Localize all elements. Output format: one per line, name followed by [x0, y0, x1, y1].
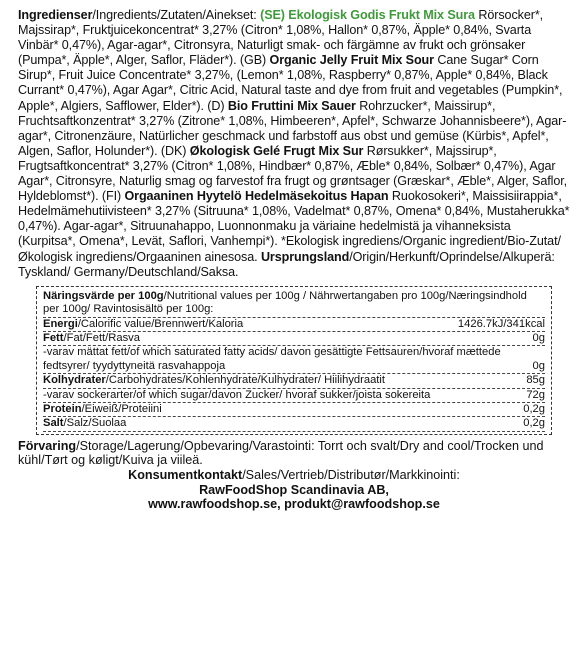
nutrition-row [43, 346, 545, 374]
gb-ingredients: Cane Sugar* Corn Sirup*, Fruit Juice Concentrate* 3,27%, (Lemon* 1,08%, Raspberry* 0,87%, Apple* 0,84%, Black Currant* 0,47%), Agar Agar*, Citric Acid, Natural taste and dye from fruit and vegetables (Pumpkin*, Apple*, Algiers, Safflower, Elder*). [18, 53, 563, 113]
nutrition-header-bold: Näringsvärde per 100g [43, 289, 164, 302]
se-ingredients: Rörsocker*, Majssirap*, Fruktjuicekoncentrat* 3,27% (Citron* 1,08%, Hallon* 0,87%, Äpple* 0,84%, Svarta Vinbär* 0,47%), Agar-agar*, Citronsyra, Naturligt smak- och färgämne av frukt och grönsaker (Pumpa*, Äpple*, Alger, Saflor, Fläder*). [18, 8, 544, 68]
nutrient-translations: /Salz/Suolaa [63, 417, 127, 430]
nutrition-value: 1426.7kJ/341kcal [457, 317, 545, 330]
consumer-contact [18, 468, 570, 483]
d-prefix: (D) [203, 98, 228, 113]
nutrition-row [43, 417, 545, 431]
nutrient-translations: -varav mättat fett/of which saturated fatty acids/ davon gesättigte Fettsauren/hvoraf mættede fedtsyrer/ tyydyttyneitä rasvahappoja [43, 346, 501, 372]
fi-prefix: (FI) [98, 189, 125, 204]
se-product-title: (SE) Ekologisk Godis Frukt Mix Sura [260, 8, 475, 22]
nutrition-value: 0g [532, 359, 545, 372]
storage-instructions: /Storage/Lagerung/Opbevaring/Varastointi: Torrt och svalt/Dry and cool/Trocken und kühl/Tørt og køligt/Kuiva ja viileä. [18, 438, 544, 468]
nutrition-label [43, 403, 162, 416]
nutrition-label [43, 318, 243, 331]
ingredients-header-translations: /Ingredients/Zutaten/Ainekset: [92, 8, 261, 22]
nutrient-translations: -varav sockerarter/of which sugar/davon Zucker/ hvoraf sukker/joista sokereita [43, 388, 431, 401]
nutrient-name: Fett [43, 331, 64, 344]
dk-product-title: Økologisk Gelé Frugt Mix Sur [189, 143, 364, 158]
fi-product-title: Orgaaninen Hyytelö Hedelmäsekoitus Hapan [124, 189, 389, 204]
nutrition-value: 85g [526, 374, 545, 387]
contact-web-email: www.rawfoodshop.se, produkt@rawfoodshop.se [148, 497, 440, 512]
nutrient-translations: /Fat/Fett/Rasva [63, 331, 140, 344]
nutrient-translations: /Eiweiß/Proteiini [81, 402, 162, 415]
gb-prefix: (GB) [236, 53, 270, 68]
d-ingredients: Rohrzucker*, Maissirup*, Fruchtsaftkonzentrat* 3,27% (Zitrone* 1,08%, Himbeeren*, Apfel*, Schwarze Johannisbeere*), Agar-agar*, Citronenzäure, Natürlicher geschmack und farbstoff aus obst und gemüse (Kürbis*, Apfel*, Algen, Saflor, Holunder*). [18, 98, 567, 158]
nutrition-value: 0,2g [523, 417, 545, 430]
origin-header: Ursprungsland [260, 249, 350, 264]
nutrient-name: Salt [43, 417, 64, 430]
nutrient-translations: /Calorific value/Brennwert/Kaloria [77, 317, 244, 330]
nutrition-label [43, 332, 140, 345]
nutrition-rows [43, 318, 545, 432]
gb-product-title: Organic Jelly Fruit Mix Sour [269, 53, 434, 68]
nutrition-label [43, 346, 523, 373]
d-product-title: Bio Fruttini Mix Sauer [227, 98, 356, 113]
nutrition-value: 72g [526, 388, 545, 401]
origin-text: /Origin/Herkunft/Oprindelse/Alkuperä: Tyskland/ Germany/Deutschland/Saksa. [18, 249, 555, 279]
storage-header: Förvaring [18, 438, 77, 453]
contact-translations: /Sales/Vertrieb/Distributør/Markkinointi: [242, 467, 460, 482]
nutrition-label [43, 374, 385, 387]
nutrition-table [36, 286, 552, 435]
company-name: RawFoodShop Scandinavia AB, [199, 482, 389, 497]
nutrition-row [43, 332, 545, 346]
ingredients-header: Ingredienser [18, 8, 93, 22]
nutrition-row [43, 318, 545, 332]
nutrient-name: Kolhydrater [43, 374, 106, 387]
nutrition-header-translations: /Nutritional values per 100g / Nährwertangaben pro 100g/Næringsindhold per 100g/ Ravintosisältö per 100g: [43, 289, 527, 316]
nutrition-row [43, 389, 545, 403]
nutrition-label [43, 417, 126, 430]
nutrition-value: 0g [532, 331, 545, 344]
nutrient-name: Energi [43, 317, 78, 330]
fi-ingredients: Ruokosokeri*, Maissisiirappia*, Hedelmämehutiivisteen* 3,27% (Sitruuna* 1,08%, Vadelmat* 0,87%, Omena* 0,84%, Mustaherukka* 0,47%). Agar-agar*, Sitruunahappo, Luonnonmaku ja väriaine hedelmistä ja vihanneksista (Kurpitsa*, Omena*, Levät, Saflori, Vanhempi*). *Ekologisk ingrediens/Organic ingredient/Bio-Zutat/Økologisk ingrediens/Orgaaninen ainesosa. [18, 189, 570, 264]
contact-header: Konsumentkontakt [128, 467, 243, 482]
nutrition-row [43, 374, 545, 388]
nutrition-header [43, 290, 545, 318]
nutrition-label [43, 389, 430, 402]
dk-ingredients: Rørsukker*, Majssirup*, Frugtsaftkoncentrat* 3,27% (Citron* 1,08%, Hindbær* 0,87%, Æble* 0,84%, Solbær* 0,47%), Agar Agar*, Citronsyre, Naturlig smag og farvestof fra frugt og grøntsager (Græskar*, Æble*, Alger, Saflor, Hyldeblomst*). [18, 143, 568, 204]
storage-text [18, 439, 570, 468]
nutrient-translations: /Carbohydrates/Kohlenhydrate/Kulhydrater/ Hiilihydraatit [105, 374, 386, 387]
nutrition-row [43, 403, 545, 417]
nutrient-name: Protein [43, 402, 82, 415]
ingredients-text [18, 8, 570, 280]
dk-prefix: (DK) [157, 143, 190, 158]
nutrition-value: 0,2g [523, 402, 545, 415]
